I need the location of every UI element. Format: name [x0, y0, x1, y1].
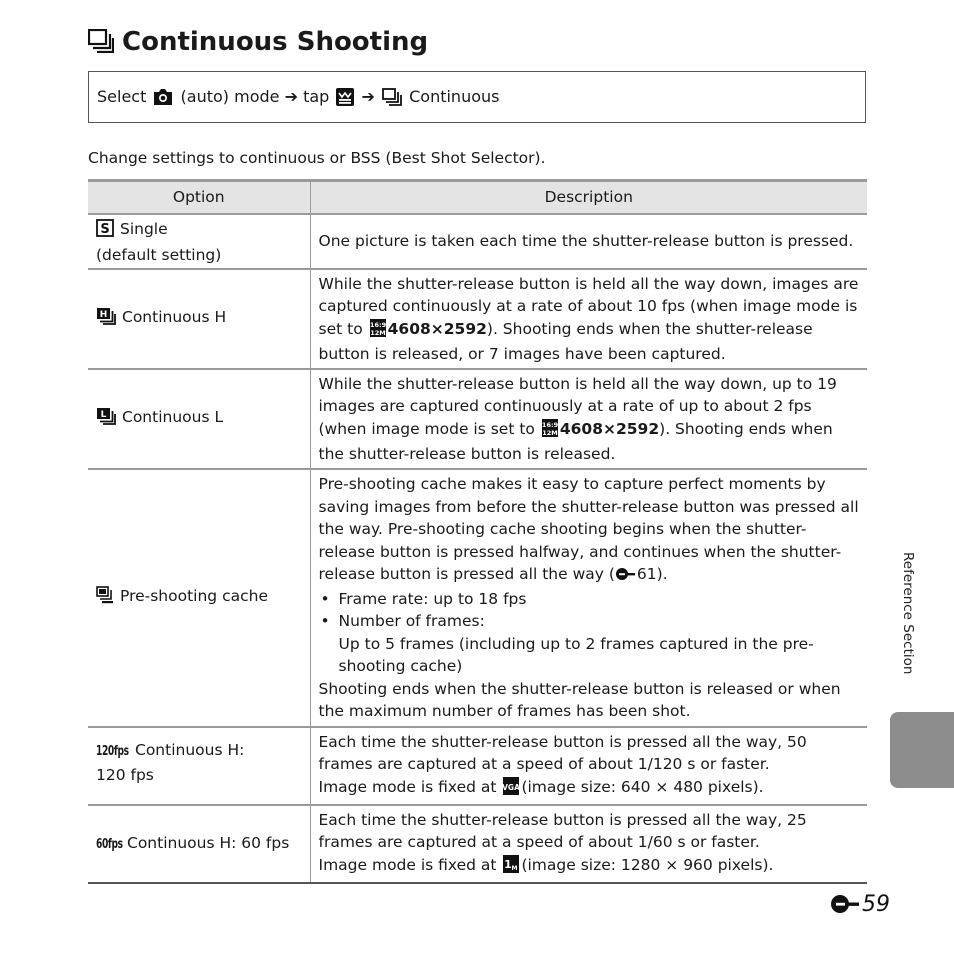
single-s-icon: [96, 219, 114, 244]
list-item: [339, 610, 860, 678]
table-row: [88, 469, 867, 727]
nav-arrow: ➔: [284, 87, 298, 106]
option-label: Pre-shooting cache: [120, 587, 268, 606]
section-tab-marker: [890, 712, 954, 788]
option-label: Continuous H: [122, 308, 227, 327]
description-text: ).: [656, 565, 668, 584]
svg-text:H: H: [99, 310, 108, 321]
page-title: [88, 22, 428, 65]
option-cell: [88, 269, 310, 369]
fps-60-icon: 60fps: [96, 836, 123, 852]
image-mode-16-9-icon: [542, 419, 558, 444]
description-text: Shooting ends when the shutter-release button is released or when the maximum number of frames has been shot.: [318, 679, 841, 721]
list-item: • Frame rate: up to 18 fps: [339, 588, 860, 611]
menu-path-box: [88, 71, 866, 123]
camera-auto-icon: [153, 76, 173, 126]
continuous-icon: [382, 76, 402, 126]
svg-text:12M: 12M: [369, 328, 386, 337]
description-cell: [310, 805, 867, 883]
svg-text:12M: 12M: [542, 428, 558, 437]
option-cell: [88, 805, 310, 883]
continuous-h-icon: [96, 307, 116, 332]
description-text: While the shutter-release button is held all the way down, images are captured continuously at a rate of about 10 fps (when image mode is set to: [318, 274, 859, 338]
image-size-label: 4608×2592: [387, 319, 487, 338]
nav-arrow-2: ➔: [361, 87, 375, 106]
svg-text:16:9: 16:9: [541, 420, 558, 429]
continuous-shooting-icon: [88, 25, 114, 65]
option-cell: [88, 369, 310, 469]
description-cell: [310, 469, 867, 727]
description-cell: [310, 369, 867, 469]
continuous-l-icon: [96, 407, 116, 432]
image-mode-16-9-icon: [370, 319, 386, 344]
description-text: ). Shooting ends when the shutter-release button is released, or 7 images have been captured.: [318, 319, 813, 363]
page-title-text: Continuous Shooting: [122, 27, 429, 57]
option-cell: [88, 469, 310, 727]
svg-text:1: 1: [504, 857, 513, 871]
table-row: [88, 805, 867, 883]
description-text: While the shutter-release button is held all the way down, up to 19 images are captured continuously at a rate of up to about 2 fps (when image mode is set to: [318, 374, 837, 438]
nav-select-text: Select: [97, 87, 147, 106]
description-text: Image mode is fixed at: [318, 777, 497, 796]
menu-icon: [336, 76, 354, 126]
pre-shooting-cache-icon: [96, 586, 114, 611]
option-sublabel: 120 fps: [96, 765, 154, 784]
reference-e-icon: [615, 565, 637, 588]
bullet-subtext: Up to 5 frames (including up to 2 frames captured in the pre-shooting cache): [338, 634, 814, 676]
svg-text:16:9: 16:9: [369, 320, 386, 329]
table-row: [88, 727, 867, 805]
option-label: Continuous H: 60 fps: [127, 833, 290, 852]
image-mode-1m-icon: [503, 855, 519, 880]
description-text: Each time the shutter-release button is pressed all the way, 50 frames are captured at a speed of about 1/120 s or faster.: [318, 732, 807, 774]
svg-text:L: L: [100, 410, 107, 421]
nav-auto-mode-text: (auto) mode: [180, 87, 280, 106]
fps-120-icon: 120fps: [96, 744, 129, 759]
page-number: [830, 892, 890, 920]
option-cell: [88, 214, 310, 269]
reference-e-icon: [830, 894, 860, 920]
header-description: Description: [310, 181, 867, 215]
intro-text: Change settings to continuous or BSS (Best Shot Selector).: [88, 149, 546, 167]
page-number-text: 59: [862, 892, 890, 917]
description-text: Each time the shutter-release button is pressed all the way, 25 frames are captured at a speed of about 1/60 s or faster.: [318, 810, 807, 852]
description-text: (image size: 640 × 480 pixels).: [521, 777, 764, 796]
table-row: [88, 369, 867, 469]
option-cell: [88, 727, 310, 805]
bullet-list: [319, 588, 860, 678]
description-text: ). Shooting ends when the shutter-release button is released.: [318, 419, 833, 463]
table-row: [88, 214, 867, 269]
description-text: (image size: 1280 × 960 pixels).: [521, 855, 774, 874]
description-cell: [310, 727, 867, 805]
table-header-row: [88, 181, 867, 215]
svg-text:VGA: VGA: [503, 782, 520, 792]
image-mode-vga-icon: [503, 777, 519, 802]
option-label: Continuous H:: [135, 741, 245, 759]
nav-tap-text: tap: [303, 87, 330, 106]
svg-text:S: S: [100, 222, 110, 237]
option-label: Continuous L: [122, 408, 224, 427]
svg-text:M: M: [511, 864, 518, 872]
bullet-text: Number of frames:: [338, 612, 485, 631]
nav-continuous-text: Continuous: [409, 87, 500, 106]
options-table: [88, 179, 867, 884]
option-sublabel: (default setting): [96, 245, 222, 264]
description-cell: [310, 269, 867, 369]
description-text: Image mode is fixed at: [318, 855, 497, 874]
reference-page-number: 61: [636, 565, 657, 584]
description-text: Pre-shooting cache makes it easy to capture perfect moments by saving images from before the shutter-release button was pressed all the way. Pre-shooting cache shooting begins when the shutter-release button is pressed halfway, and continues when the shutter-release button is pressed all the way (: [318, 475, 859, 584]
description-cell: One picture is taken each time the shutter-release button is pressed.: [310, 214, 867, 269]
image-size-label: 4608×2592: [559, 419, 660, 438]
table-row: [88, 269, 867, 369]
option-label: Single: [120, 220, 168, 238]
section-side-label: Reference Section: [900, 552, 916, 675]
header-option: Option: [88, 181, 310, 215]
